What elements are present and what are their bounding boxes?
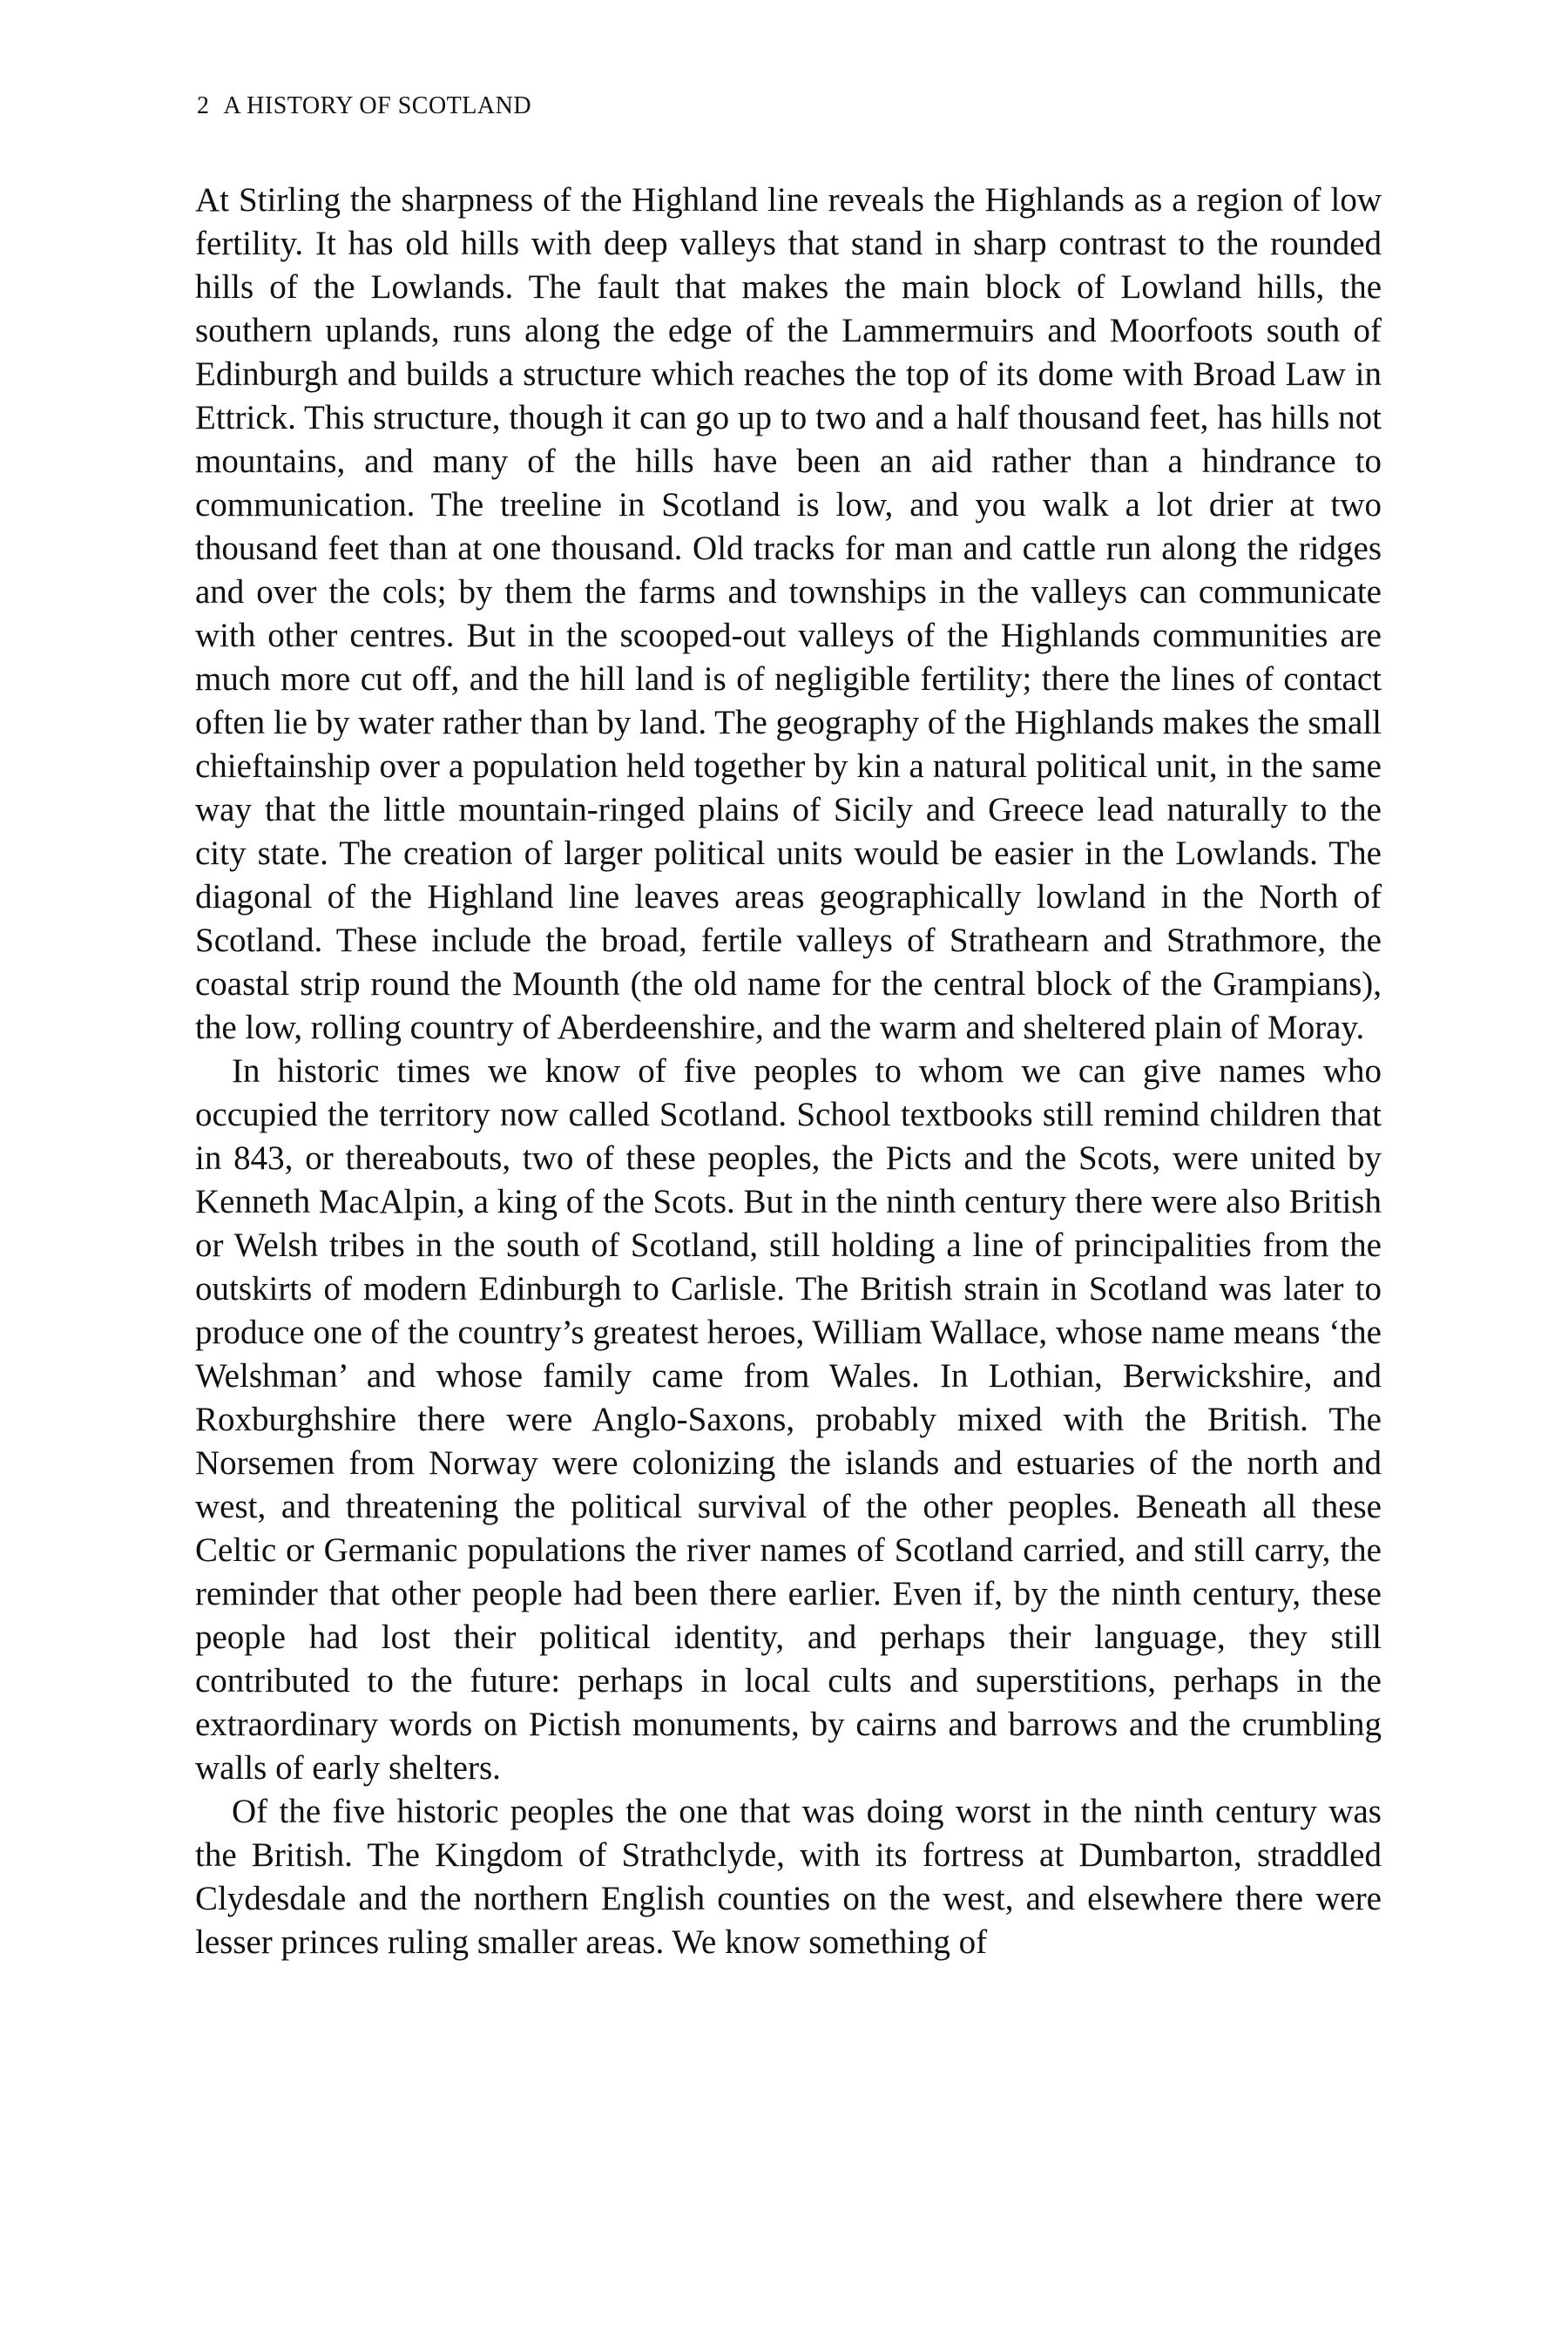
running-head-title: A HISTORY OF SCOTLAND (223, 92, 532, 119)
paragraph-geography: At Stirling the sharpness of the Highland line reveals the Highlands as a region of low fertility. It has old hills with deep valleys that stand in sharp contrast to the rounded hills of the Lowlands. The fault that makes the main block of Lowland hills, the southern uplands, runs along the edge of the Lammermuirs and Moorfoots south of Edinburgh and builds a structure which reaches the top of its dome with Broad Law in Ettrick. This structure, though it can go up to two and a half thousand feet, has hills not mountains, and many of the hills have been an aid rather than a hindrance to communication. The treeline in Scotland is low, and you walk a lot drier at two thousand feet than at one thousand. Old tracks for man and cattle run along the ridges and over the cols; by them the farms and townships in the valleys can communicate with other centres. But in the scooped-out valleys of the Highlands communities are much more cut off, and the hill land is of negligible fertility; there the lines of contact often lie by water rather than by land. The geography of the Highlands makes the small chieftainship over a population held together by kin a natural political unit, in the same way that the little mountain-ringed plains of Sicily and Greece lead naturally to the city state. The creation of larger political units would be easier in the Lowlands. The diagonal of the Highland line leaves areas geographically lowland in the North of Scotland. These include the broad, fertile valleys of Strathearn and Strathmore, the coastal strip round the Mounth (the old name for the central block of the Grampians), the low, rolling country of Aberdeenshire, and the warm and sheltered plain of Moray. (195, 181, 1382, 1046)
paragraph-british: Of the five historic peoples the one that was doing worst in the ninth century was the British. The Kingdom of Strathclyde, with its fortress at Dumbarton, straddled Clydesdale and the northern English counties on the west, and elsewhere there were lesser princes ruling smaller areas. We know something of (195, 1793, 1382, 1961)
page-number: 2 (197, 92, 210, 119)
paragraph-five-peoples: In historic times we know of five peoples to whom we can give names who occupied the territory now called Scotland. School textbooks still remind children that in 843, or thereabouts, two of these peoples, the Picts and the Scots, were united by Kenneth MacAlpin, a king of the Scots. But in the ninth century there were also British or Welsh tribes in the south of Scotland, still holding a line of principalities from the outskirts of modern Edinburgh to Carlisle. The British strain in Scotland was later to produce one of the country’s greatest heroes, William Wallace, whose name means ‘the Welshman’ and whose family came from Wales. In Lothian, Berwickshire, and Roxburghshire there were Anglo-Saxons, probably mixed with the British. The Norsemen from Norway were colonizing the islands and estuaries of the north and west, and threatening the political survival of the other peoples. Beneath all these Celtic or Germanic populations the river names of Scotland carried, and still carry, the reminder that other people had been there earlier. Even if, by the ninth century, these people had lost their political identity, and perhaps their language, they still contributed to the future: perhaps in local cults and superstitions, perhaps in the extraordinary words on Pictish monuments, by cairns and barrows and the crumbling walls of early shelters. (195, 1052, 1382, 1787)
body-text (195, 179, 1382, 1964)
running-head (197, 94, 531, 118)
